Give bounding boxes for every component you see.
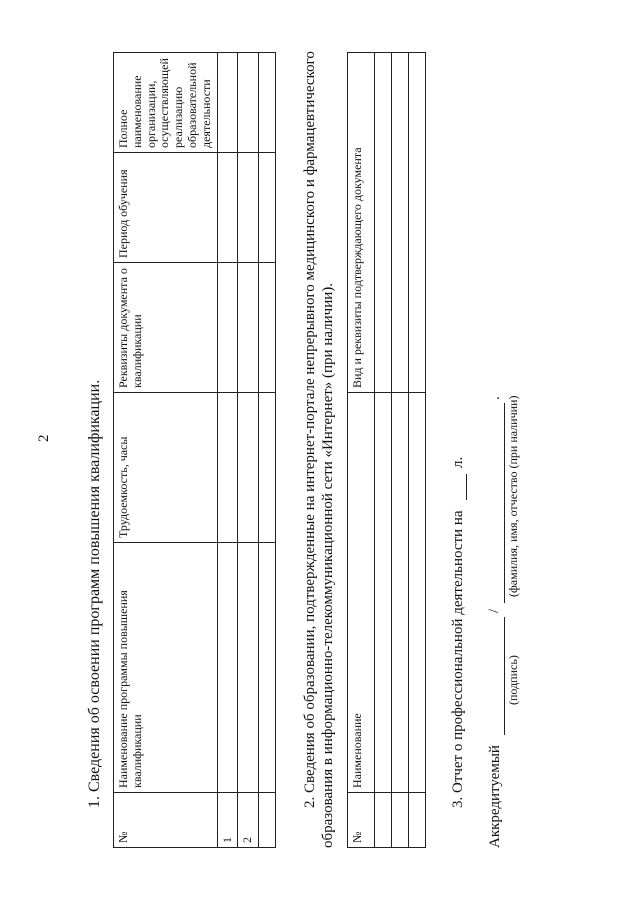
section1-table xyxy=(113,52,276,848)
s1-col-organization: Полное наименование организации, осуществляющей реализацию образовательной деятельности xyxy=(114,53,218,153)
table-cell[interactable] xyxy=(409,393,426,793)
s1-col-number: № xyxy=(114,793,218,848)
table-cell[interactable] xyxy=(238,393,259,543)
table-cell[interactable] xyxy=(375,393,392,793)
row-number xyxy=(375,793,392,848)
signature-separator: / xyxy=(486,608,502,613)
table-row xyxy=(409,53,426,848)
signature-line[interactable] xyxy=(504,617,505,735)
table-cell[interactable] xyxy=(259,543,276,793)
table-cell[interactable] xyxy=(217,153,238,263)
s1-col-period: Период обучения xyxy=(114,153,218,263)
table-row xyxy=(392,53,409,848)
table-cell[interactable] xyxy=(238,153,259,263)
s1-col-qualification-doc: Реквизиты документа о квалификации xyxy=(114,263,218,393)
full-name-line[interactable] xyxy=(504,403,505,603)
page-number: 2 xyxy=(36,434,52,442)
signature-label: Аккредитуемый xyxy=(487,745,503,848)
s2-col-name: Наименование xyxy=(348,393,375,793)
signature-end-dot: . xyxy=(487,396,503,400)
full-name-caption: (фамилия, имя, отчество (при наличии) xyxy=(506,395,520,597)
table-cell[interactable] xyxy=(259,153,276,263)
table-cell[interactable] xyxy=(259,53,276,153)
table-cell[interactable] xyxy=(392,53,409,393)
table-cell[interactable] xyxy=(375,53,392,393)
table-cell[interactable] xyxy=(238,53,259,153)
s1-col-program-name: Наименование программы повышения квалификации xyxy=(114,543,218,793)
section1-heading: 1. Сведения об освоении программ повышения квалификации. xyxy=(86,379,103,808)
table-row xyxy=(217,53,238,848)
row-number xyxy=(409,793,426,848)
s1-col-hours: Трудоемкость, часы xyxy=(114,393,218,543)
table-cell[interactable] xyxy=(217,543,238,793)
table-row xyxy=(375,53,392,848)
table-cell[interactable] xyxy=(392,393,409,793)
row-number xyxy=(259,793,276,848)
table-cell[interactable] xyxy=(238,263,259,393)
table-row xyxy=(259,53,276,848)
table-row xyxy=(238,53,259,848)
signature-caption: (подпись) xyxy=(506,655,520,705)
table-cell[interactable] xyxy=(217,263,238,393)
row-number: 1 xyxy=(217,793,238,848)
section3-heading-suffix: л. xyxy=(450,456,466,468)
table-cell[interactable] xyxy=(259,393,276,543)
section2-heading-line2: образования в информационно-телекоммуникационной сети «Интернет» (при наличии). xyxy=(320,282,336,848)
table-cell[interactable] xyxy=(409,53,426,393)
table-cell[interactable] xyxy=(259,263,276,393)
section2-header-row xyxy=(348,53,375,848)
table-cell[interactable] xyxy=(238,543,259,793)
section1-header-row xyxy=(114,53,218,848)
row-number xyxy=(392,793,409,848)
section3-heading-prefix: 3. Отчет о профессиональной деятельности на xyxy=(450,510,466,808)
s2-col-number: № xyxy=(348,793,375,848)
pages-count-blank[interactable] xyxy=(466,474,467,500)
table-cell[interactable] xyxy=(217,393,238,543)
s2-col-document: Вид и реквизиты подтверждающего документа xyxy=(348,53,375,393)
table-cell[interactable] xyxy=(217,53,238,153)
section2-table xyxy=(347,52,426,848)
section2-heading-line1: 2. Сведения об образовании, подтвержденные на интернет-портале непрерывного медицинского и фармацевтического xyxy=(302,51,318,808)
row-number: 2 xyxy=(238,793,259,848)
